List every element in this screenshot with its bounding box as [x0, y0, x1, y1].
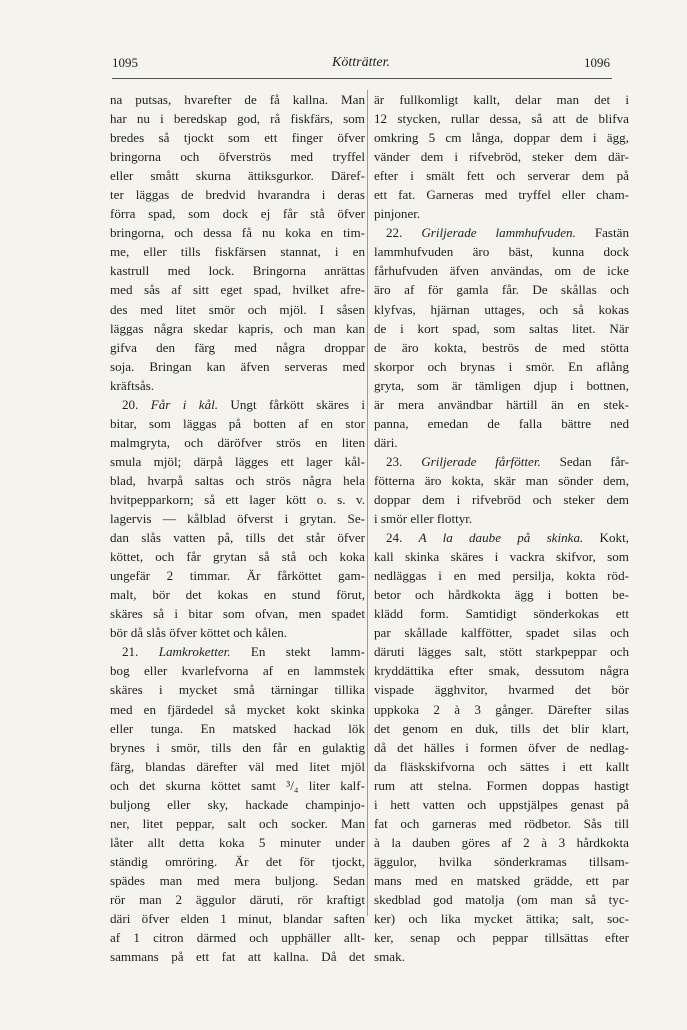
text-line [110, 223, 365, 242]
line-text: bog eller kvarlefvorna af en lammstek [110, 663, 365, 679]
text-line [110, 509, 365, 528]
line-text: vänder dem i rifvebröd, steker dem där- [374, 149, 629, 165]
text-line [374, 280, 629, 299]
line-text: soja. Bringan kan äfven serveras med [110, 358, 365, 374]
text-line [110, 757, 365, 776]
text-line [110, 414, 365, 433]
line-text: betor och hårdkokta ägg i botten be- [374, 587, 629, 603]
text-line [110, 623, 365, 642]
text-line [110, 680, 365, 699]
line-text: kall skinka skäres i vackra skifvor, som [374, 549, 629, 565]
line-text: förra spad, som dock ej får stå öfver [110, 206, 365, 222]
text-line [374, 338, 629, 357]
text-line [110, 280, 365, 299]
text-line [374, 109, 629, 128]
line-text: doppar dem i rifvebröd och steker dem [374, 491, 629, 507]
text-line [110, 871, 365, 890]
line-text: däri. [374, 434, 398, 450]
line-text: fötterna äro kokta, skär man sönder dem, [374, 472, 629, 488]
line-text: Ungt fårkött skäres i [230, 396, 365, 412]
text-line [110, 471, 365, 490]
line-text: nedläggas i en med persilja, kokta röd- [374, 568, 629, 584]
text-line [374, 795, 629, 814]
line-text: däri öfver elden 1 minut, blandar saften [110, 911, 365, 927]
text-line [110, 928, 365, 947]
text-line [374, 757, 629, 776]
text-line [110, 909, 365, 928]
left-page-number: 1095 [112, 55, 138, 70]
line-text: hvitpepparkorn; så ett lager kött o. s. v. [110, 491, 365, 507]
line-text: är fullkomligt kallt, delar man det i [374, 92, 629, 107]
text-line [374, 642, 629, 661]
line-text: gryta, som är tämligen djup i bottnen, [374, 377, 629, 393]
text-line [110, 490, 365, 509]
text-line [374, 319, 629, 338]
text-line [110, 433, 365, 452]
recipe-number: 22. [386, 225, 403, 241]
line-text: smak. [374, 949, 405, 965]
line-text: uppkoka 2 à 3 gånger. Därefter silas [374, 701, 629, 717]
line-text: fat och garneras med rödbetor. Sås till [374, 815, 629, 831]
text-line [110, 319, 365, 338]
text-line [110, 109, 365, 128]
text-line [110, 300, 365, 319]
recipe-number: 20. [122, 396, 139, 412]
line-text: buljong eller sky, hackade champinjo- [110, 796, 365, 812]
line-text: omkring 5 cm långa, doppar dem i ägg, [374, 130, 629, 146]
line-text: panna, emedan de falla bättre ned [374, 415, 629, 431]
line-text: Fastän [594, 225, 630, 241]
text-line [110, 795, 365, 814]
text-line [374, 261, 629, 280]
line-text: 12 stycken, rullar dessa, så att de blifva [374, 111, 629, 127]
text-line [110, 528, 365, 547]
line-text: lagervis — kålblad öfverst i grytan. Se- [110, 511, 365, 527]
text-line [110, 852, 365, 871]
line-text: efter i smält fett och serverar dem på [374, 168, 629, 184]
text-line [110, 604, 365, 623]
text-line [110, 90, 365, 109]
line-text: bitar, som läggas på botten af en stor [110, 415, 365, 431]
line-text: läggas några skedar kapris, och man kan [110, 320, 365, 336]
line-text: rör man 2 äggulor däruti, rör kraftigt [110, 891, 365, 907]
text-line [374, 852, 629, 871]
text-line [374, 166, 629, 185]
header-rule [112, 78, 612, 79]
text-line [374, 528, 629, 547]
line-text: ungefär 2 timmar. Är fårköttet gam- [110, 568, 365, 584]
line-text: de i kort spad, som saltas litet. När [374, 320, 629, 336]
text-line [110, 185, 365, 204]
text-line [374, 376, 629, 395]
text-line [374, 700, 629, 719]
line-text: smula mjöl; därpå lägges ett lager kål- [110, 453, 365, 469]
text-line [374, 433, 629, 452]
line-text: däruti lägges salt, stött starkpeppar och [374, 644, 629, 660]
text-line [110, 338, 365, 357]
text-line [374, 147, 629, 166]
line-text: i hett vatten och uppstjälpes genast på [374, 796, 629, 812]
line-text: med sås af sitt eget spad, hvilket afre- [110, 282, 365, 298]
text-line [110, 452, 365, 471]
text-line [110, 547, 365, 566]
text-line [374, 357, 629, 376]
line-text: fårhufvuden äfven användas, om de icke [374, 263, 629, 279]
line-text: blad, hvarpå saltas och strös några hela [110, 472, 365, 488]
line-text: ständig omröring. Är det för tjockt, [110, 853, 365, 869]
text-line [374, 947, 629, 966]
text-line [374, 223, 629, 242]
line-text: mans med en matsked grädde, ett par [374, 872, 629, 888]
line-text: kryddättika efter smak, dessutom några [374, 663, 629, 679]
recipe-heading: Griljerade fårfötter. [421, 453, 541, 469]
text-line [374, 414, 629, 433]
line-text: färg, blandas därefter väl med litet mjöl [110, 758, 365, 774]
line-text: à la dauben göres af 2 à 3 hårdkokta [374, 834, 629, 850]
text-line [110, 738, 365, 757]
text-line [110, 261, 365, 280]
line-text: i smör eller flottyr. [374, 511, 473, 527]
line-text: klädd form. Samtidigt sönderkokas ett [374, 606, 629, 622]
line-text: malt, bör det kokas en stund förut, [110, 587, 365, 603]
line-text: skäres i mycket små tärningar tillika [110, 682, 365, 698]
line-text: des med litet smör och mjöl. I såsen [110, 301, 365, 317]
line-text: Sedan får- [559, 453, 629, 469]
line-text: kräftsås. [110, 377, 154, 393]
text-line [374, 776, 629, 795]
line-text: de äro kokta, beströs de med stötta [374, 339, 629, 355]
line-text: da fläskskifvorna och sättes i ett kallt [374, 758, 629, 774]
text-line [374, 814, 629, 833]
line-text: ner, litet peppar, salt och socker. Man [110, 815, 365, 831]
line-text: ker) och lika mycket ättika; salt, soc- [374, 911, 629, 927]
text-line [110, 395, 365, 414]
text-line [110, 890, 365, 909]
text-line [110, 147, 365, 166]
text-line [374, 871, 629, 890]
line-text: Kokt, [599, 530, 629, 546]
recipe-number: 21. [122, 644, 139, 660]
text-line [110, 585, 365, 604]
line-text: ker, senap och peppar tillsättas efter [374, 930, 629, 946]
text-line [110, 376, 365, 395]
column-divider [367, 90, 368, 916]
text-line [374, 566, 629, 585]
line-text: klyfvas, hjärnan uttages, och så kokas [374, 301, 629, 317]
text-line [110, 642, 365, 661]
text-line [374, 490, 629, 509]
text-line [110, 357, 365, 376]
line-text: lammhufvuden äro bäst, kunna dock [374, 244, 629, 260]
line-text: spädes man med mera buljong. Sedan [110, 872, 365, 888]
line-text: vispade ägghvitor, hvarmed det bör [374, 682, 629, 698]
text-line [374, 471, 629, 490]
text-line [374, 128, 629, 147]
right-page-number: 1096 [584, 55, 610, 70]
recipe-heading: Får i kål. [150, 396, 219, 412]
page-header [112, 55, 610, 77]
text-line [374, 928, 629, 947]
line-text: och det skurna köttet samt ³/₄ liter kalf- [110, 777, 365, 793]
text-line [374, 909, 629, 928]
text-line [374, 452, 629, 471]
text-line [110, 566, 365, 585]
line-text: låter allt detta koka 5 minuter under [110, 834, 365, 850]
line-text: eller tunga. En matsked hackad lök [110, 720, 365, 736]
text-line [374, 890, 629, 909]
text-line [374, 204, 629, 223]
line-text: bör då slås öfver köttet och kålen. [110, 625, 288, 641]
text-line [110, 700, 365, 719]
line-text: äggulor, hvilka sönderkramas tillsam- [374, 853, 629, 869]
recipe-heading: A la daube på skinka. [418, 530, 584, 546]
left-column [110, 90, 365, 966]
line-text: dan slås vatten på, tills det står öfver [110, 530, 365, 546]
recipe-number: 24. [386, 530, 403, 546]
text-line [374, 604, 629, 623]
line-text: skorpor och brynas i smör. En aflång [374, 358, 629, 374]
line-text: med en fjärdedel så mycket kokt skinka [110, 701, 365, 717]
line-text: skäres så i bitar som ofvan, men spadet [110, 606, 365, 622]
text-line [110, 242, 365, 261]
recipe-number: 23. [386, 453, 403, 469]
line-text: ett fat. Garneras med tryffel eller cham- [374, 187, 629, 203]
text-line [374, 661, 629, 680]
line-text: eller smått skurna ättiksgurkor. Däref- [110, 168, 365, 184]
text-line [110, 776, 365, 795]
text-line [374, 719, 629, 738]
recipe-heading: Griljerade lammhufvuden. [421, 225, 576, 241]
right-column [374, 90, 629, 966]
line-text: är mera användbar härtill än en stek- [374, 396, 629, 412]
text-line [374, 509, 629, 528]
text-line [374, 585, 629, 604]
text-line [110, 814, 365, 833]
line-text: par skållade kalffötter, spadet silas och [374, 625, 629, 641]
line-text: bredes så tjockt som ett finger öfver [110, 130, 365, 146]
line-text: me, eller tills fiskfärsen stannat, i en [110, 244, 365, 260]
text-line [110, 166, 365, 185]
text-line [374, 547, 629, 566]
line-text: bringorna och öfverströs med tryffel [110, 149, 365, 165]
text-line [374, 185, 629, 204]
line-text: pinjoner. [374, 206, 421, 222]
text-line [374, 738, 629, 757]
page-title: Kötträtter. [332, 55, 390, 70]
line-text: gifva den färg med några droppar [110, 339, 365, 355]
text-line [374, 300, 629, 319]
line-text: köttet, och får grytan så stå och koka [110, 549, 365, 565]
line-text: kastrull med lock. Bringorna anrättas [110, 263, 365, 279]
text-line [110, 719, 365, 738]
text-line [374, 833, 629, 852]
line-text: det genom en duk, tills det blir klart, [374, 720, 629, 736]
line-text: malmgryta, och däröfver strös en liten [110, 434, 365, 450]
text-line [374, 395, 629, 414]
recipe-heading: Lamkroketter. [158, 644, 231, 660]
text-line [110, 204, 365, 223]
line-text: rum att stelna. Formen doppas hastigt [374, 777, 629, 793]
line-text: bringorna, och dessa få nu koka en tim- [110, 225, 365, 241]
text-line [110, 661, 365, 680]
line-text: sammans på ett fat att kallna. Då det [110, 949, 365, 965]
line-text: skedblad god matolja (om man så tyc- [374, 891, 629, 907]
text-line [374, 242, 629, 261]
line-text: En stekt lamm- [250, 644, 365, 660]
text-line [110, 833, 365, 852]
text-line [374, 90, 629, 109]
line-text: har nu i beredskap god, rå fiskfärs, som [110, 111, 365, 127]
line-text: af 1 citron därmed och upphäller allt- [110, 930, 365, 946]
text-line [110, 947, 365, 966]
text-line [374, 680, 629, 699]
line-text: då det hälles i formen öfver de nedlag- [374, 739, 629, 755]
line-text: ter läggas de bredvid hvarandra i deras [110, 187, 365, 203]
text-line [374, 623, 629, 642]
text-line [110, 128, 365, 147]
line-text: äro af för gamla får. De skållas och [374, 282, 629, 298]
line-text: brynes i smör, tills den får en gulaktig [110, 739, 365, 755]
line-text: na putsas, hvarefter de få kallna. Man [110, 92, 365, 107]
